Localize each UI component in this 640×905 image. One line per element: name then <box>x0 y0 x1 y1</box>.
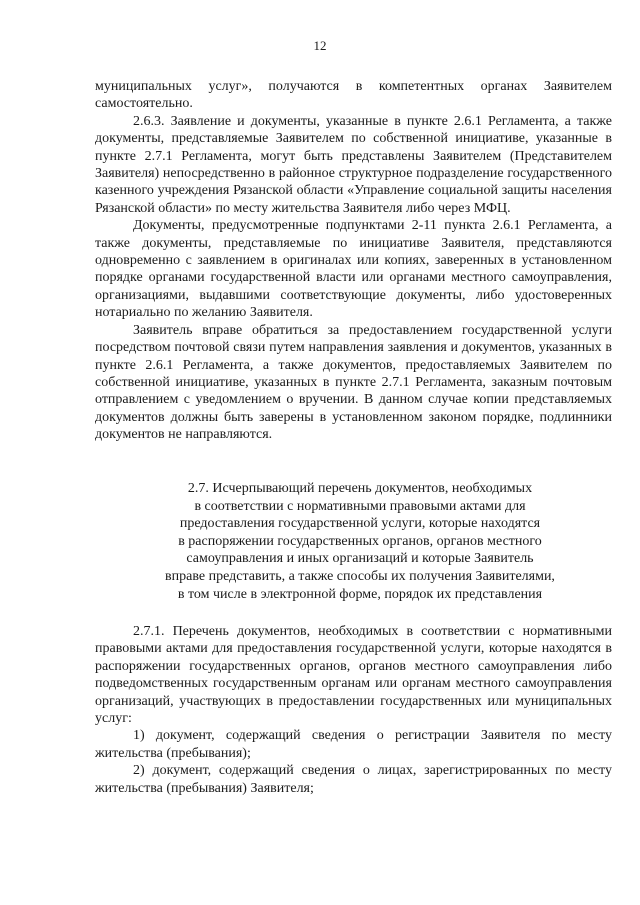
heading-line: в распоряжении государственных органов, органов местного <box>178 533 542 549</box>
page-number: 12 <box>313 38 327 53</box>
document-body-top <box>95 78 612 444</box>
paragraph-documents: Документы, предусмотренные подпунктами 2-11 пункта 2.6.1 Регламента, а также документы, представляемые по инициативе Заявителя, представляются одновременно с заявлением в оригиналах или копиях, заверенных в установленном порядке органами государственной власти или органами местного самоуправления, организациями, выдавшими соответствующие документы, либо удостоверенных нотариально по желанию Заявителя. <box>95 218 612 321</box>
paragraph-continuation: муниципальных услуг», получаются в компетентных органах Заявителем самостоятельно. <box>95 79 612 112</box>
heading-line: вправе представить, а также способы их получения Заявителями, <box>165 568 555 584</box>
paragraph-2-6-3: 2.6.3. Заявление и документы, указанные в пункте 2.6.1 Регламента, а также документы, представляемые Заявителем по собственной инициативе, указанные в пункте 2.7.1 Регламента, могут быть представлены Заявителем (Представителем Заявителя) непосредственно в районное структурное подразделение государственного казенного учреждения Рязанской области «Управление социальной защиты населения Рязанской области» по месту жительства Заявителя либо через МФЦ. <box>95 113 612 216</box>
document-body-bottom <box>95 623 612 797</box>
heading-line: предоставления государственной услуги, которые находятся <box>179 516 541 532</box>
heading-line: в соответствии с нормативными правовыми актами для <box>194 498 526 514</box>
heading-line: в том числе в электронной форме, порядок их представления <box>177 586 543 602</box>
paragraph-postal: Заявитель вправе обратиться за предоставлением государственной услуги посредством почтовой связи путем направления заявления и документов, указанных в пункте 2.6.1 Регламента, а также документов, предоставляемых Заявителем по собственной инициативе, указанных в пункте 2.7.1 Регламента, заказным почтовым отправлением с уведомлением о вручении. В данном случае копии представляемых документов должны быть заверены в установленном законом порядке, подлинники документов не направляются. <box>95 322 612 443</box>
list-item-2: 2) документ, содержащий сведения о лицах, зарегистрированных по месту жительства (пребывания) Заявителя; <box>95 763 612 796</box>
section-heading-2-7 <box>140 480 580 603</box>
heading-line: 2.7. Исчерпывающий перечень документов, необходимых <box>187 481 533 496</box>
list-item-1: 1) документ, содержащий сведения о регистрации Заявителя по месту жительства (пребывания); <box>95 728 612 761</box>
paragraph-2-7-1: 2.7.1. Перечень документов, необходимых в соответствии с нормативными правовыми актами для предоставления государственной услуги, которые находятся в распоряжении государственных органов, органов местного самоуправления либо подведомственных государственным органам или органам местного самоуправления организаций, участвующих в предоставлении государственных или муниципальных услуг: <box>95 624 612 727</box>
heading-line: самоуправления и иных организаций и которые Заявитель <box>186 551 534 567</box>
